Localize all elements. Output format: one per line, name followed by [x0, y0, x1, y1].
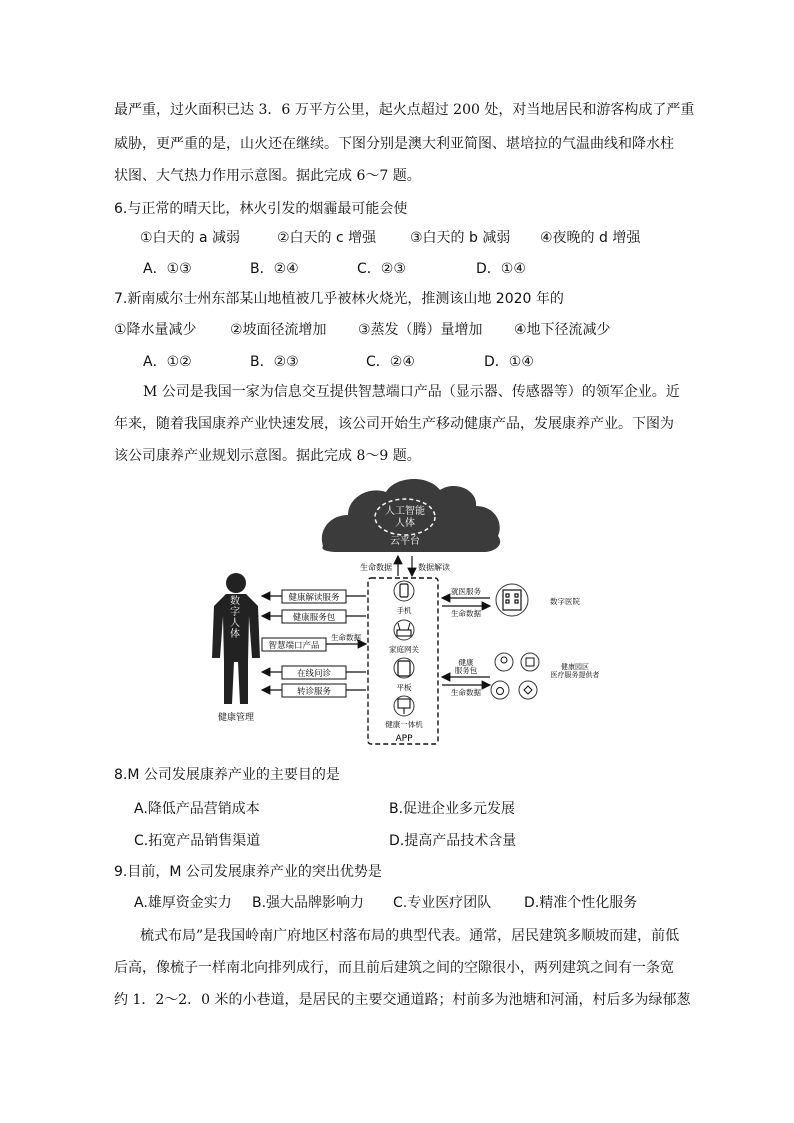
- intro-line-3: 状图、大气热力作用示意图。据此完成 6～7 题。: [114, 168, 421, 184]
- life-data-r2-label: 生命数据: [451, 688, 481, 697]
- q9-option-d: D.精准个性化服务: [524, 895, 638, 911]
- health-management-label: 健康管理: [217, 713, 255, 723]
- life-data-up-label: 生命数据: [360, 563, 392, 572]
- app-label: APP: [395, 734, 413, 744]
- q7-item-1: ①降水量减少: [114, 322, 197, 338]
- q6-item-4: ④夜晚的 d 增强: [540, 230, 641, 246]
- box-online-consult: 在线问诊: [296, 669, 332, 679]
- device-home-gateway: 家庭网关: [389, 645, 419, 654]
- q6-stem: 6.与正常的晴天比，林火引发的烟霾最可能会使: [114, 201, 408, 217]
- q9-option-b: B.强大品牌影响力: [252, 895, 365, 911]
- q6-option-d: D．①④: [476, 261, 526, 277]
- q7-stem: 7.新南威尔士州东部某山地植被几乎被林火烧光，推测该山地 2020 年的: [114, 291, 564, 307]
- q6-item-2: ②白天的 c 增强: [277, 230, 377, 246]
- q7-option-a: A．①②: [143, 354, 192, 370]
- doctor-icon: [495, 653, 513, 671]
- q7-item-4: ④地下径流减少: [514, 322, 611, 338]
- q6-item-1: ①白天的 a 减弱: [140, 230, 241, 246]
- box-smart-port: 智慧端口产品: [268, 641, 320, 651]
- q7-option-c: C．②④: [366, 354, 415, 370]
- device-health-kiosk: 健康一体机: [385, 720, 423, 729]
- q6-option-b: B．②④: [250, 261, 299, 277]
- health-pack-right-label: 健康服务包: [454, 658, 478, 675]
- passage2-line-2: 年来，随着我国康养产业快速发展，该公司开始生产移动健康产品，发展康养产业。下图为: [114, 416, 674, 432]
- provider-label: 健康园区医疗服务提供者: [550, 663, 600, 679]
- medical-center-icon: [521, 653, 539, 671]
- q9-option-a: A.雄厚资金实力: [134, 895, 232, 911]
- digital-body-label: 数字人体: [230, 596, 240, 640]
- box-health-interpret: 健康解读服务: [288, 593, 340, 603]
- box-health-pack: 健康服务包: [292, 613, 336, 623]
- q8-option-b: B.促进企业多元发展: [389, 801, 516, 817]
- q8-stem: 8.M 公司发展康养产业的主要目的是: [114, 767, 340, 783]
- q7-option-d: D．①④: [484, 354, 534, 370]
- q6-option-a: A．①③: [143, 261, 192, 277]
- passage2-line-3: 该公司康养产业规划示意图。据此完成 8～9 题。: [114, 448, 421, 464]
- q7-option-b: B．②③: [250, 354, 299, 370]
- passage3-line-3: 约 1．2～2．0 米的小巷道，是居民的主要交通道路；村前多为池塘和河涌，村后多为绿郁葱: [114, 992, 691, 1008]
- cloud-label-1: 人工智能: [385, 506, 425, 517]
- q9-option-c: C.专业医疗团队: [393, 895, 492, 911]
- life-data-r1-label: 生命数据: [451, 609, 481, 618]
- q9-stem: 9.目前，M 公司发展康养产业的突出优势是: [114, 864, 382, 880]
- q8-option-d: D.提高产品技术含量: [389, 833, 517, 849]
- intro-line-1: 最严重，过火面积已达 3．6 万平方公里，起火点超过 200 处，对当地居民和游客构成了严重: [114, 102, 695, 118]
- box-referral: 转诊服务: [296, 687, 332, 697]
- cloud-label-2: 人体: [395, 518, 415, 529]
- cloud-platform-label: 云平台: [390, 536, 420, 547]
- q7-item-2: ②坡面径流增加: [230, 322, 327, 338]
- care-icon: [519, 681, 537, 699]
- q6-item-3: ③白天的 b 减弱: [410, 230, 511, 246]
- life-data-left-label: 生命数据: [331, 633, 361, 642]
- digital-hospital-label: 数字医院: [550, 597, 580, 606]
- q7-item-3: ③蒸发（腾）量增加: [358, 322, 483, 338]
- passage2-line-1: M 公司是我国一家为信息交互提供智慧端口产品（显示器、传感器等）的领军企业。近: [143, 384, 680, 400]
- medical-service-label: 就医服务: [451, 587, 481, 596]
- device-tablet: 平板: [396, 683, 412, 692]
- passage3-line-1: 梳式布局”是我国岭南广府地区村落布局的典型代表。通常，居民建筑多顺坡而建，前低: [140, 928, 680, 944]
- q8-option-c: C.拓宽产品销售渠道: [134, 833, 261, 849]
- q8-option-a: A.降低产品营销成本: [134, 801, 260, 817]
- intro-line-2: 威胁，更严重的是，山火还在继续。下图分别是澳大利亚简图、堪培拉的气温曲线和降水柱: [114, 136, 674, 152]
- device-phone: 手机: [396, 606, 412, 615]
- fitness-icon: [491, 681, 509, 699]
- data-decode-label: 数据解读: [418, 563, 450, 572]
- q6-option-c: C．②③: [357, 261, 406, 277]
- passage3-line-2: 后高，像梳子一样南北向排列成行，而且前后建筑之间的空隙很小，两列建筑之间有一条宽: [114, 960, 674, 976]
